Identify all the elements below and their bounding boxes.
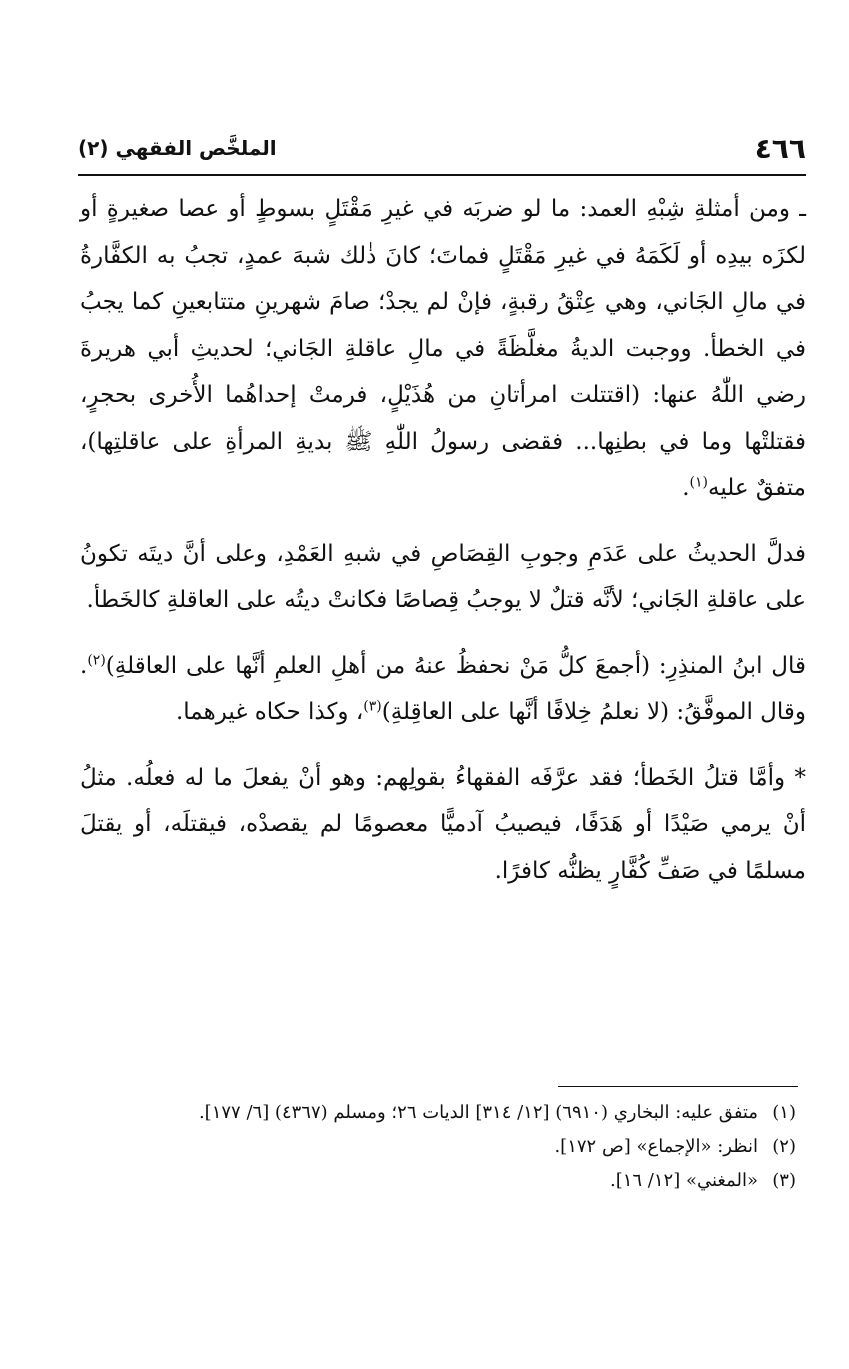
- footnote-text: «المغني» [١٢/ ١٦].: [609, 1170, 758, 1191]
- footnote-ref-2: (٢): [87, 651, 106, 668]
- paragraph-text: قال ابنُ المنذِرِ: (أجمعَ كلُّ مَنْ نحفظُ عنهُ من أهلِ العلمِ أنَّها على العاقلةِ): [105, 652, 806, 679]
- paragraph-2: [80, 531, 806, 624]
- page-number: ٤٦٦: [754, 132, 806, 165]
- main-text: [80, 186, 806, 894]
- footnote-2: [80, 1130, 796, 1164]
- paragraph-text: فدلَّ الحديثُ على عَدَمِ وجوبِ القِصَاصِ في شبهِ العَمْدِ، وعلى أنَّ ديتَه تكونُ على عاقلةِ الجَاني؛ لأنَّه قتلٌ لا يوجبُ قِصاصًا فكانتْ ديتُه على العاقلةِ كالخَطأ.: [80, 540, 806, 613]
- footnote-ref-1: (١): [689, 474, 708, 491]
- paragraph-text: . وقال الموفَّقُ: (لا نعلمُ خِلافًا أنَّها على العاقِلةِ): [80, 652, 806, 725]
- footnote-1: [80, 1096, 796, 1130]
- book-title: الملخَّص الفقهي (٢): [78, 136, 277, 160]
- paragraph-text: * وأمَّا قتلُ الخَطأ؛ فقد عرَّفَه الفقهاءُ بقولِهم: وهو أنْ يفعلَ ما له فعلُه. مثلُ أنْ يرمي صَيْدًا أو هَدَفًا، فيصيبُ آدميًّا معصومًا لم يقصدْه، فيقتلَه، أو يقتلَ مسلمًا في صَفِّ كُفَّارٍ يظنُّه كافرًا.: [80, 764, 806, 884]
- header-divider: [78, 174, 806, 176]
- footnote-number: (٢): [772, 1136, 796, 1157]
- footnote-ref-3: (٣): [363, 698, 382, 715]
- footnote-divider: [558, 1086, 798, 1087]
- footnote-number: (٣): [772, 1170, 796, 1191]
- footnote-text: انظر: «الإجماع» [ص ١٧٢].: [554, 1136, 758, 1157]
- footnote-3: [80, 1164, 796, 1198]
- paragraph-text: ، وكذا حكاه غيرهما.: [175, 699, 364, 725]
- footnote-text: متفق عليه: البخاري (٦٩١٠) [١٢/ ٣١٤] الديات ٢٦؛ ومسلم (٤٣٦٧) [٦/ ١٧٧].: [198, 1102, 758, 1123]
- page-header: [78, 132, 806, 172]
- paragraph-text: .: [682, 475, 690, 501]
- paragraph-4: [80, 755, 806, 895]
- paragraph-3: [80, 643, 806, 736]
- footnotes: [80, 1096, 796, 1198]
- paragraph-1: [80, 186, 806, 512]
- paragraph-text: ـ ومن أمثلةِ شِبْهِ العمد: ما لو ضربَه في غيرِ مَقْتَلٍ بسوطٍ أو عصا صغيرةٍ أو لكزَه بيدِه أو لَكَمَهُ في غيرِ مَقْتَلٍ فماتَ؛ كانَ ذٰلك شبهَ عمدٍ، تجبُ به الكفَّارةُ في مالِ الجَاني، وهي عِتْقُ رقبةٍ، فإنْ لم يجدْ؛ صامَ شهرينِ متتابعينِ كما يجبُ في الخطأ. ووجبت الديةُ مغلَّظَةً في مالِ عاقلةِ الجَاني؛ لحديثِ أبي هريرةَ رضي اللّٰهُ عنها: (اقتتلت امرأتانِ من هُذَيْلٍ، فرمتْ إحداهُما الأُخرى بحجرٍ، فقتلتْها وما في بطنِها... فقضى رسولُ اللّٰهِ ﷺ بديةِ المرأةِ على عاقلتِها)، متفقٌ عليه: [80, 196, 806, 501]
- footnote-number: (١): [772, 1102, 796, 1123]
